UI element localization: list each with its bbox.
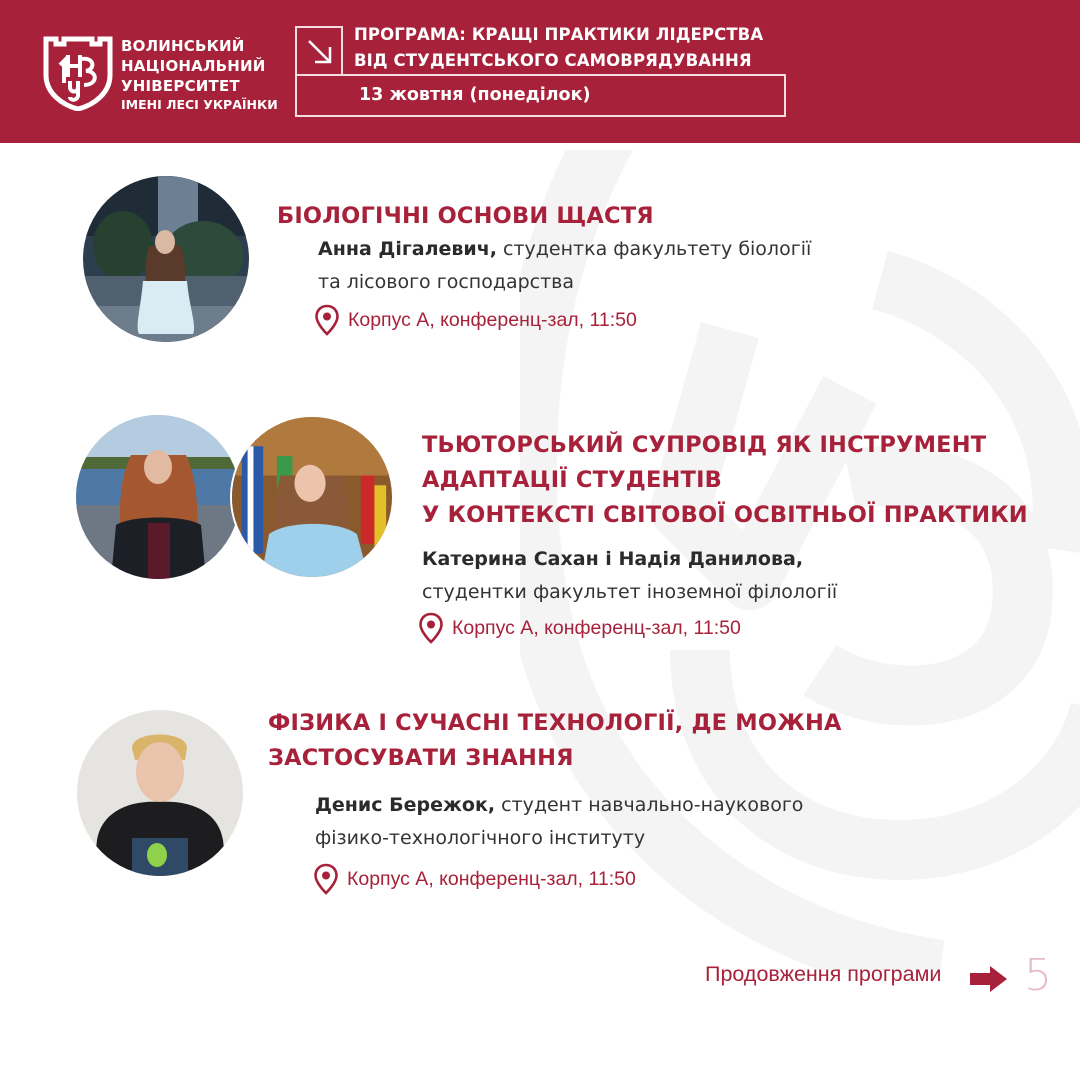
speaker-description: студентка факультету біології — [496, 238, 812, 260]
program-title-line: ПРОГРАМА: КРАЩІ ПРАКТИКИ ЛІДЕРСТВА — [354, 25, 764, 44]
speaker-name: Анна Дігалевич, — [318, 238, 497, 260]
continue-program-link[interactable]: Продовження програми — [705, 962, 942, 986]
university-name-line: НАЦІОНАЛЬНИЙ — [121, 57, 266, 75]
talk-title-line: ФІЗИКА І СУЧАСНІ ТЕХНОЛОГІЇ, ДЕ МОЖНА — [268, 710, 842, 736]
photo-woman-outdoor — [83, 176, 249, 342]
program-arrow-box — [295, 26, 343, 76]
talk-title — [268, 706, 842, 776]
date-box — [295, 74, 786, 117]
location-text: Корпус А, конференц-зал, 11:50 — [347, 867, 636, 890]
speaker-photo — [77, 710, 243, 876]
photo-man-hoodie — [77, 710, 243, 876]
photo-woman-flags — [232, 417, 392, 577]
talk-location — [418, 612, 741, 644]
header-banner — [0, 0, 1080, 143]
arrow-down-right-icon — [306, 38, 334, 66]
talk-title — [277, 199, 654, 234]
talk-title — [422, 428, 1028, 533]
location-pin-icon — [313, 863, 339, 895]
speaker-info — [422, 543, 837, 609]
talk-title-line: БІОЛОГІЧНІ ОСНОВИ ЩАСТЯ — [277, 203, 654, 229]
location-text: Корпус А, конференц-зал, 11:50 — [348, 308, 637, 331]
speaker-description: студентки факультет іноземної філології — [422, 581, 838, 603]
university-name-line: ВОЛИНСЬКИЙ — [121, 37, 245, 55]
photo-woman-riverside — [76, 415, 240, 579]
speaker-name: Денис Бережок, — [315, 794, 496, 816]
university-name — [121, 36, 278, 114]
talk-title-line: У КОНТЕКСТІ СВІТОВОЇ ОСВІТНЬОЇ ПРАКТИКИ — [422, 502, 1028, 528]
talk-location — [313, 863, 636, 895]
location-pin-icon — [418, 612, 444, 644]
speaker-info — [315, 789, 803, 855]
page-number: 5 — [1024, 950, 1052, 1001]
program-title — [354, 22, 763, 74]
speaker-photo — [83, 176, 249, 342]
speaker-info — [318, 233, 811, 299]
speaker-photo — [230, 415, 394, 579]
talk-title-line: АДАПТАЦІЇ СТУДЕНТІВ — [422, 467, 723, 493]
speaker-description: та лісового господарства — [318, 271, 575, 293]
event-date: 13 жовтня (понеділок) — [359, 85, 591, 105]
talk-location — [314, 304, 637, 336]
speaker-description: студент навчально-наукового — [495, 794, 804, 816]
location-pin-icon — [314, 304, 340, 336]
location-text: Корпус А, конференц-зал, 11:50 — [452, 616, 741, 639]
speaker-description: фізико-технологічного інституту — [315, 827, 646, 849]
arrow-right-icon[interactable] — [970, 966, 1008, 992]
university-name-line: УНІВЕРСИТЕТ — [121, 77, 240, 95]
program-title-line: ВІД СТУДЕНТСЬКОГО САМОВРЯДУВАННЯ — [354, 51, 752, 70]
talk-title-line: ТЬЮТОРСЬКИЙ СУПРОВІД ЯК ІНСТРУМЕНТ — [422, 432, 987, 458]
speaker-name: Катерина Сахан і Надія Данилова, — [422, 548, 804, 570]
talk-title-line: ЗАСТОСУВАТИ ЗНАННЯ — [268, 745, 574, 771]
university-name-line: ІМЕНІ ЛЕСІ УКРАЇНКИ — [121, 97, 278, 112]
speaker-photo — [76, 415, 240, 579]
university-shield-logo-icon — [42, 35, 114, 111]
